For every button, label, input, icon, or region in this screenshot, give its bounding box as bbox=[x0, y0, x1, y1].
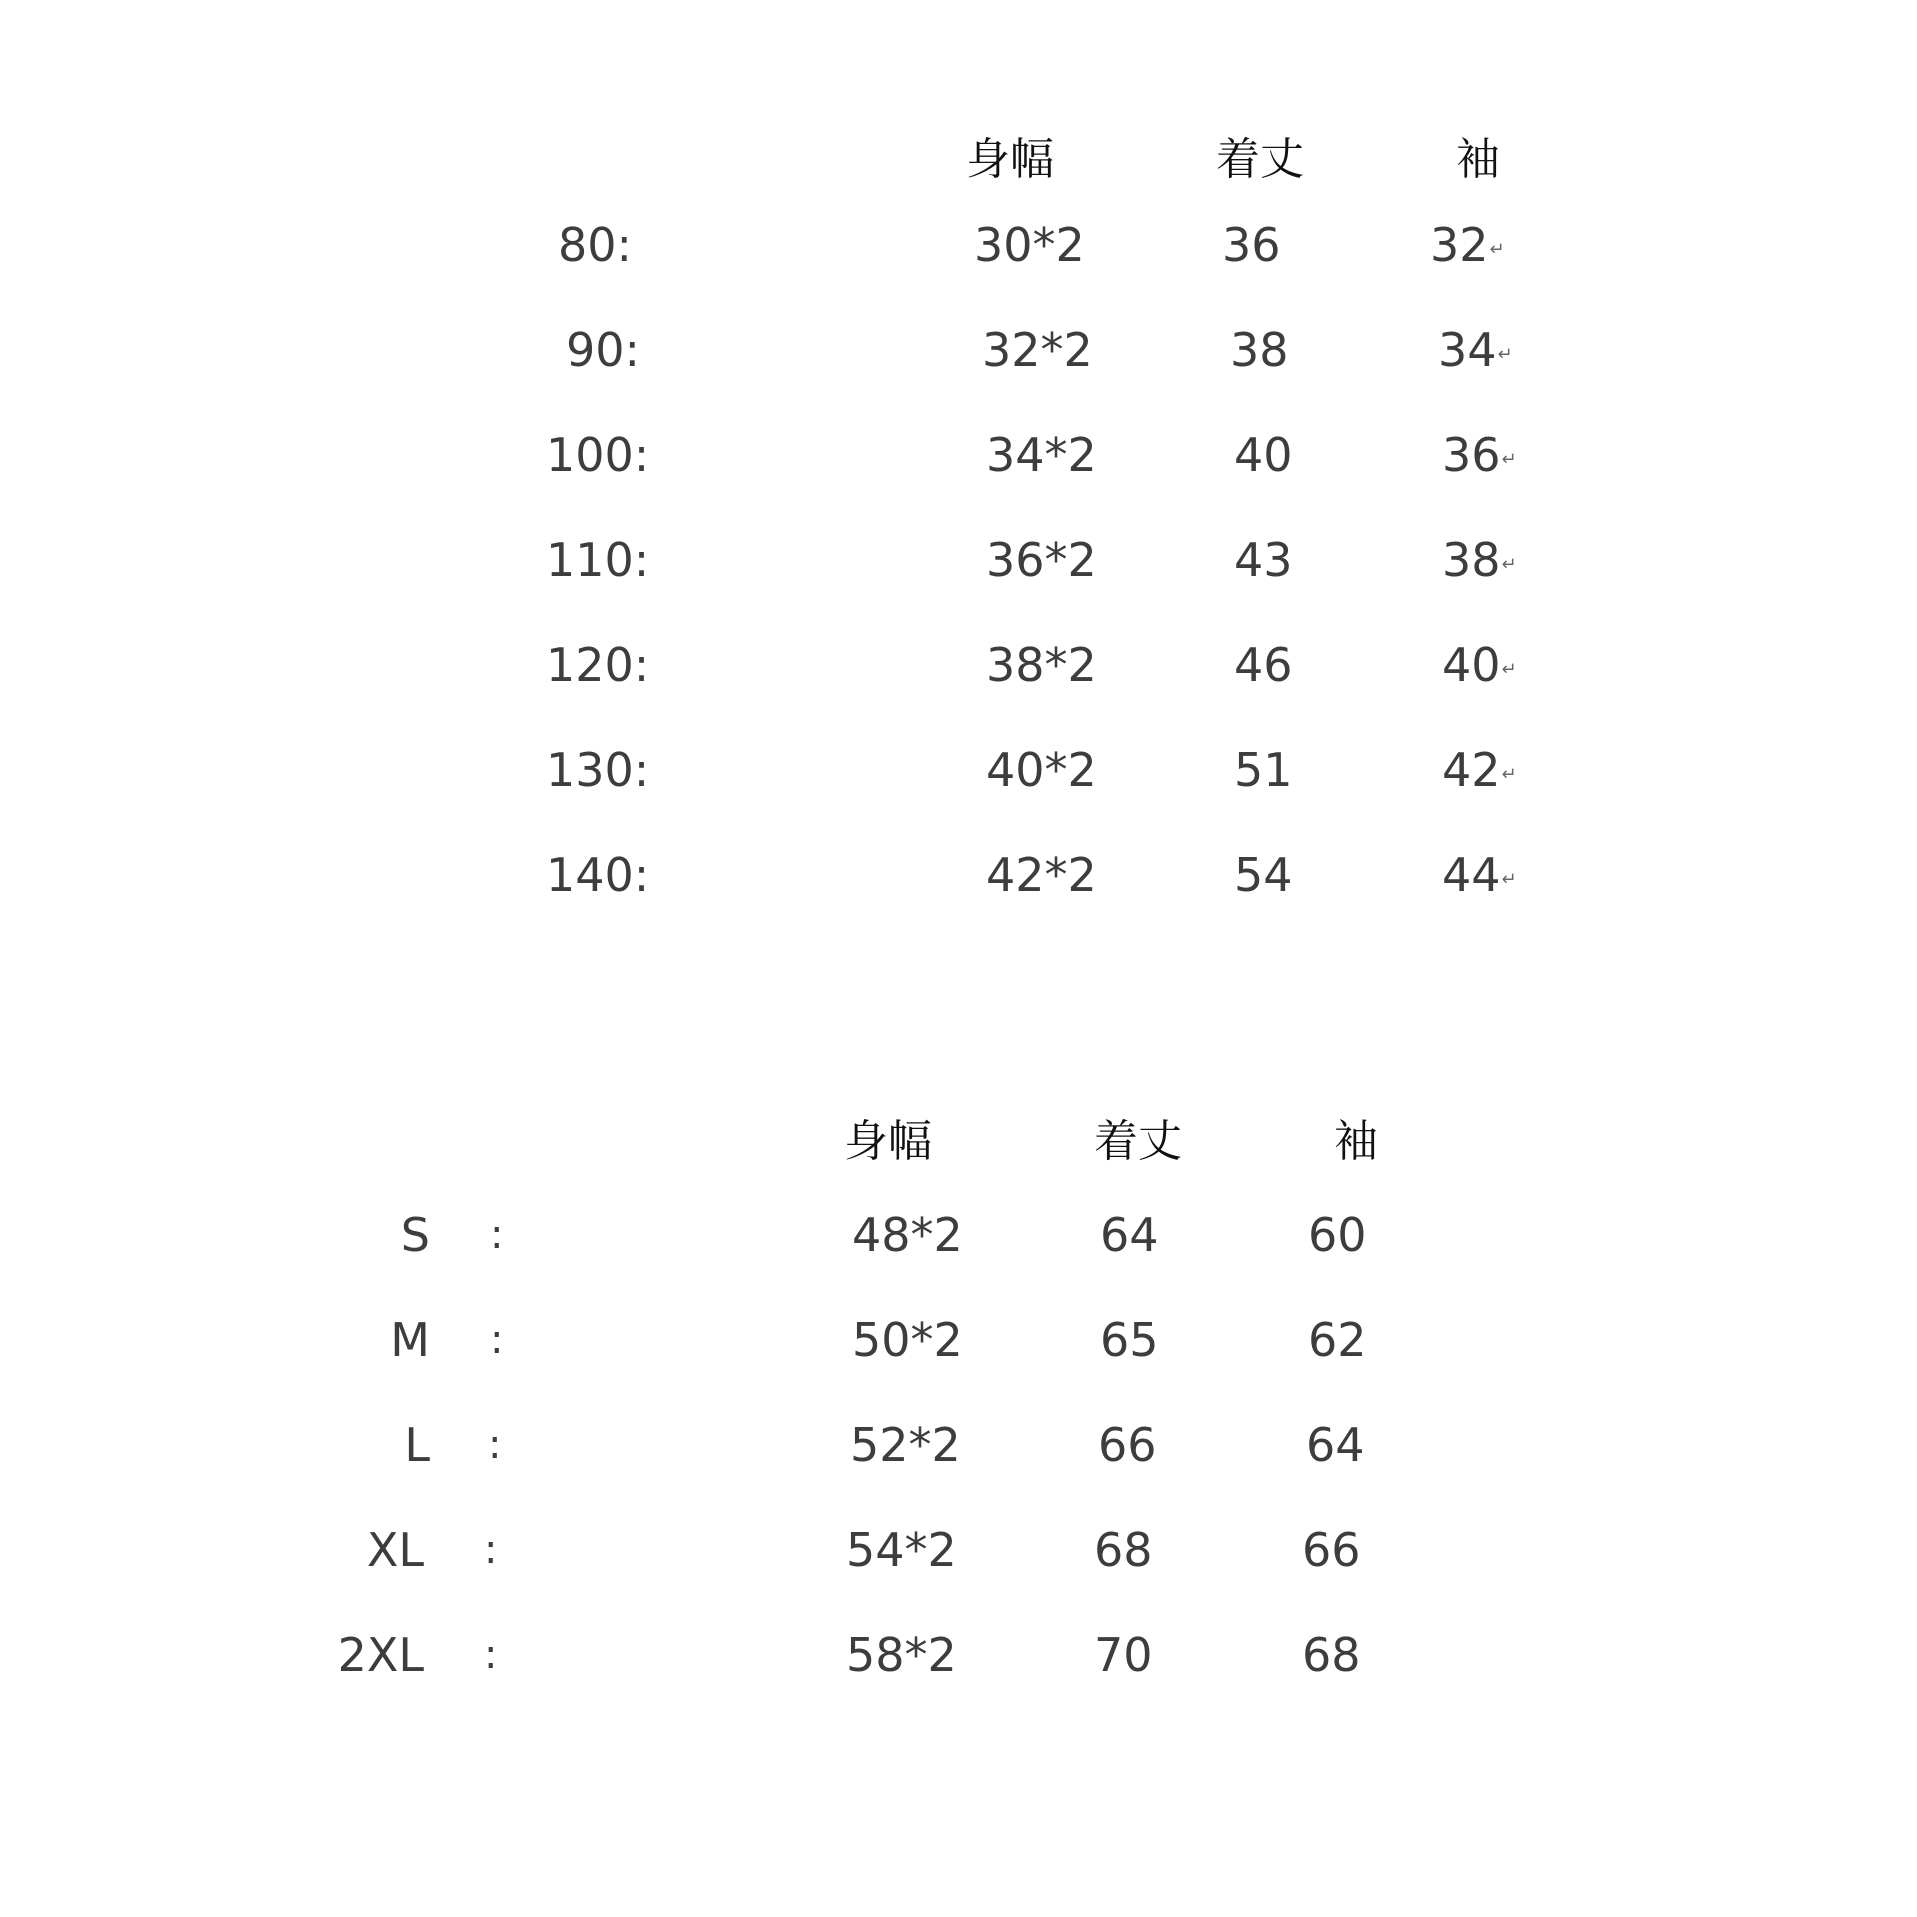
size-colon: : bbox=[484, 1632, 498, 1678]
sleeve-value bbox=[1442, 530, 1517, 595]
length-value: 54 bbox=[1234, 848, 1293, 902]
sleeve-value bbox=[1442, 740, 1517, 805]
return-mark-icon: ↵ bbox=[1501, 659, 1517, 680]
table-row bbox=[0, 215, 1917, 275]
sleeve-number: 40 bbox=[1442, 638, 1501, 692]
table-row bbox=[0, 320, 1917, 380]
sleeve-value: 62 bbox=[1308, 1313, 1367, 1367]
body-width-value: 34*2 bbox=[986, 428, 1097, 482]
size-label: 110: bbox=[546, 533, 650, 587]
size-colon: : bbox=[484, 1527, 498, 1573]
table-row bbox=[0, 1625, 1917, 1685]
sleeve-value bbox=[1442, 845, 1517, 910]
header-body-width: 身幅 bbox=[844, 1116, 932, 1167]
length-value: 51 bbox=[1234, 743, 1293, 797]
table-row bbox=[0, 1520, 1917, 1580]
length-value: 64 bbox=[1100, 1208, 1159, 1262]
table-row bbox=[0, 635, 1917, 695]
sleeve-value: 66 bbox=[1302, 1523, 1361, 1577]
body-width-value: 42*2 bbox=[986, 848, 1097, 902]
body-width-value: 32*2 bbox=[982, 323, 1093, 377]
adult-table-header bbox=[0, 1112, 1917, 1172]
header-length: 着丈 bbox=[1216, 134, 1304, 185]
kids-table-header bbox=[0, 130, 1917, 190]
table-row bbox=[0, 1310, 1917, 1370]
sleeve-value: 64 bbox=[1306, 1418, 1365, 1472]
header-sleeve: 袖 bbox=[1334, 1116, 1378, 1167]
size-label: 80: bbox=[558, 218, 633, 272]
header-sleeve: 袖 bbox=[1456, 134, 1500, 185]
length-value: 46 bbox=[1234, 638, 1293, 692]
size-label: 100: bbox=[546, 428, 650, 482]
size-label: L bbox=[404, 1418, 430, 1472]
table-row bbox=[0, 845, 1917, 905]
length-value: 68 bbox=[1094, 1523, 1153, 1577]
return-mark-icon: ↵ bbox=[1501, 869, 1517, 890]
length-value: 43 bbox=[1234, 533, 1293, 587]
size-colon: : bbox=[490, 1317, 504, 1363]
return-mark-icon: ↵ bbox=[1489, 239, 1505, 260]
return-mark-icon: ↵ bbox=[1501, 764, 1517, 785]
size-label: XL bbox=[366, 1523, 424, 1577]
length-value: 38 bbox=[1230, 323, 1289, 377]
return-mark-icon: ↵ bbox=[1497, 344, 1513, 365]
body-width-value: 54*2 bbox=[846, 1523, 957, 1577]
body-width-value: 36*2 bbox=[986, 533, 1097, 587]
body-width-value: 52*2 bbox=[850, 1418, 961, 1472]
body-width-value: 58*2 bbox=[846, 1628, 957, 1682]
length-value: 36 bbox=[1222, 218, 1281, 272]
size-label: M bbox=[390, 1313, 430, 1367]
size-label: 90: bbox=[566, 323, 641, 377]
size-label: 130: bbox=[546, 743, 650, 797]
size-label: 2XL bbox=[337, 1628, 424, 1682]
table-row bbox=[0, 740, 1917, 800]
body-width-value: 50*2 bbox=[852, 1313, 963, 1367]
length-value: 65 bbox=[1100, 1313, 1159, 1367]
header-body-width: 身幅 bbox=[966, 134, 1054, 185]
header-length: 着丈 bbox=[1094, 1116, 1182, 1167]
size-label: 120: bbox=[546, 638, 650, 692]
size-colon: : bbox=[488, 1422, 502, 1468]
table-row bbox=[0, 1415, 1917, 1475]
size-label: S bbox=[400, 1208, 430, 1262]
sleeve-number: 44 bbox=[1442, 848, 1501, 902]
sleeve-number: 34 bbox=[1438, 323, 1497, 377]
size-colon: : bbox=[490, 1212, 504, 1258]
sleeve-value bbox=[1442, 425, 1517, 490]
return-mark-icon: ↵ bbox=[1501, 449, 1517, 470]
length-value: 66 bbox=[1098, 1418, 1157, 1472]
sleeve-value: 68 bbox=[1302, 1628, 1361, 1682]
return-mark-icon: ↵ bbox=[1501, 554, 1517, 575]
sleeve-value bbox=[1430, 215, 1505, 280]
body-width-value: 38*2 bbox=[986, 638, 1097, 692]
sleeve-value bbox=[1442, 635, 1517, 700]
sleeve-number: 32 bbox=[1430, 218, 1489, 272]
sleeve-number: 36 bbox=[1442, 428, 1501, 482]
length-value: 40 bbox=[1234, 428, 1293, 482]
length-value: 70 bbox=[1094, 1628, 1153, 1682]
sleeve-value bbox=[1438, 320, 1513, 385]
sleeve-value: 60 bbox=[1308, 1208, 1367, 1262]
body-width-value: 48*2 bbox=[852, 1208, 963, 1262]
body-width-value: 30*2 bbox=[974, 218, 1085, 272]
size-label: 140: bbox=[546, 848, 650, 902]
sleeve-number: 42 bbox=[1442, 743, 1501, 797]
table-row bbox=[0, 425, 1917, 485]
table-row bbox=[0, 1205, 1917, 1265]
body-width-value: 40*2 bbox=[986, 743, 1097, 797]
table-row bbox=[0, 530, 1917, 590]
sleeve-number: 38 bbox=[1442, 533, 1501, 587]
